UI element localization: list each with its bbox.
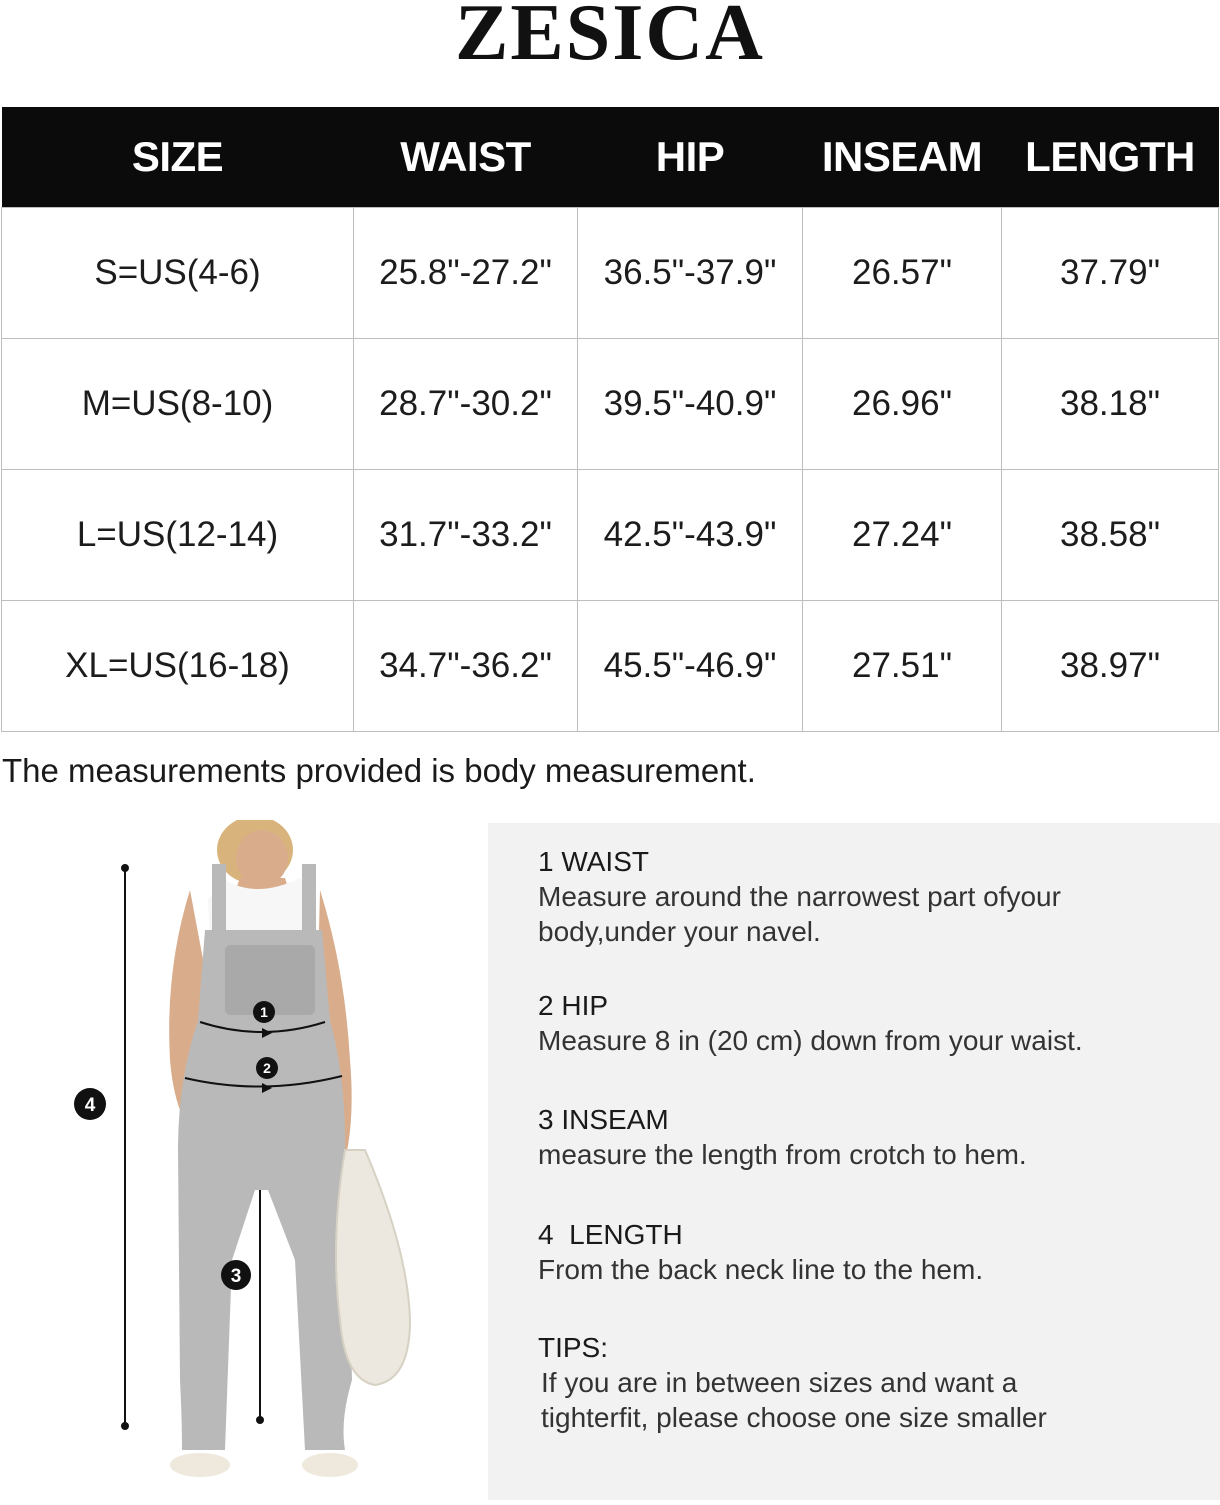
cell-length: 37.79" [1002, 208, 1219, 339]
guide-desc: Measure around the narrowest part ofyour body,under your navel. [538, 881, 1061, 947]
person-silhouette [169, 820, 410, 1477]
table-header-row [2, 107, 1219, 208]
cell-inseam: 26.57" [803, 208, 1002, 339]
right-shoe [302, 1453, 358, 1477]
inseam-guide-dot [256, 1416, 264, 1424]
cell-length: 38.97" [1002, 601, 1219, 732]
measurement-note: The measurements provided is body measurement. [2, 752, 756, 789]
cell-size: XL=US(16-18) [2, 601, 354, 732]
guide-item-tips [538, 1331, 1198, 1435]
cell-size: M=US(8-10) [2, 339, 354, 470]
header-hip: HIP [578, 107, 803, 208]
model-figure [0, 820, 480, 1500]
header-length: LENGTH [1002, 107, 1219, 208]
cell-hip: 45.5"-46.9" [578, 601, 803, 732]
brand-logo: ZESICA [455, 0, 765, 77]
cell-length: 38.18" [1002, 339, 1219, 470]
guide-desc: Measure 8 in (20 cm) down from your waist. [538, 1025, 1083, 1056]
left-shoe [170, 1453, 230, 1477]
cell-waist: 31.7"-33.2" [354, 470, 578, 601]
face [236, 830, 288, 886]
svg-text:2: 2 [263, 1060, 271, 1076]
measurement-guide-panel [488, 823, 1220, 1500]
marker-3-icon [221, 1260, 251, 1290]
table-row [2, 601, 1219, 732]
cell-length: 38.58" [1002, 470, 1219, 601]
cell-hip: 36.5"-37.9" [578, 208, 803, 339]
guide-item-waist [538, 845, 1198, 949]
header-size: SIZE [2, 107, 354, 208]
length-guide-top-dot [121, 864, 129, 872]
svg-text:1: 1 [260, 1004, 268, 1020]
cell-inseam: 27.51" [803, 601, 1002, 732]
svg-text:4: 4 [84, 1095, 96, 1116]
cell-waist: 25.8"-27.2" [354, 208, 578, 339]
cell-hip: 39.5"-40.9" [578, 339, 803, 470]
header-inseam: INSEAM [803, 107, 1002, 208]
guide-title: 4 LENGTH [538, 1219, 683, 1250]
guide-desc: measure the length from crotch to hem. [538, 1139, 1027, 1170]
cell-inseam: 27.24" [803, 470, 1002, 601]
cell-waist: 34.7"-36.2" [354, 601, 578, 732]
guide-title: 1 WAIST [538, 846, 649, 877]
guide-title: 2 HIP [538, 990, 609, 1021]
cell-hip: 42.5"-43.9" [578, 470, 803, 601]
header-waist: WAIST [354, 107, 578, 208]
guide-title: TIPS: [538, 1332, 609, 1363]
guide-item-hip [538, 989, 1198, 1058]
cell-inseam: 26.96" [803, 339, 1002, 470]
table-row [2, 208, 1219, 339]
overall-illustration [0, 820, 480, 1500]
marker-4-icon [74, 1088, 106, 1120]
table-row [2, 339, 1219, 470]
table-row [2, 470, 1219, 601]
cell-size: S=US(4-6) [2, 208, 354, 339]
svg-text:3: 3 [230, 1266, 242, 1287]
guide-item-length [538, 1218, 1198, 1287]
guide-item-inseam [538, 1103, 1198, 1172]
marker-1-icon [253, 1001, 275, 1023]
guide-desc: From the back neck line to the hem. [538, 1254, 984, 1285]
tote-bag [336, 1150, 410, 1385]
marker-2-icon [256, 1057, 278, 1079]
cell-waist: 28.7"-30.2" [354, 339, 578, 470]
guide-desc: If you are in between sizes and want a tighterfit, please choose one size smaller [541, 1367, 1047, 1433]
cell-size: L=US(12-14) [2, 470, 354, 601]
size-chart-table [1, 107, 1219, 732]
guide-title: 3 INSEAM [538, 1104, 669, 1135]
length-guide-bottom-dot [121, 1422, 129, 1430]
